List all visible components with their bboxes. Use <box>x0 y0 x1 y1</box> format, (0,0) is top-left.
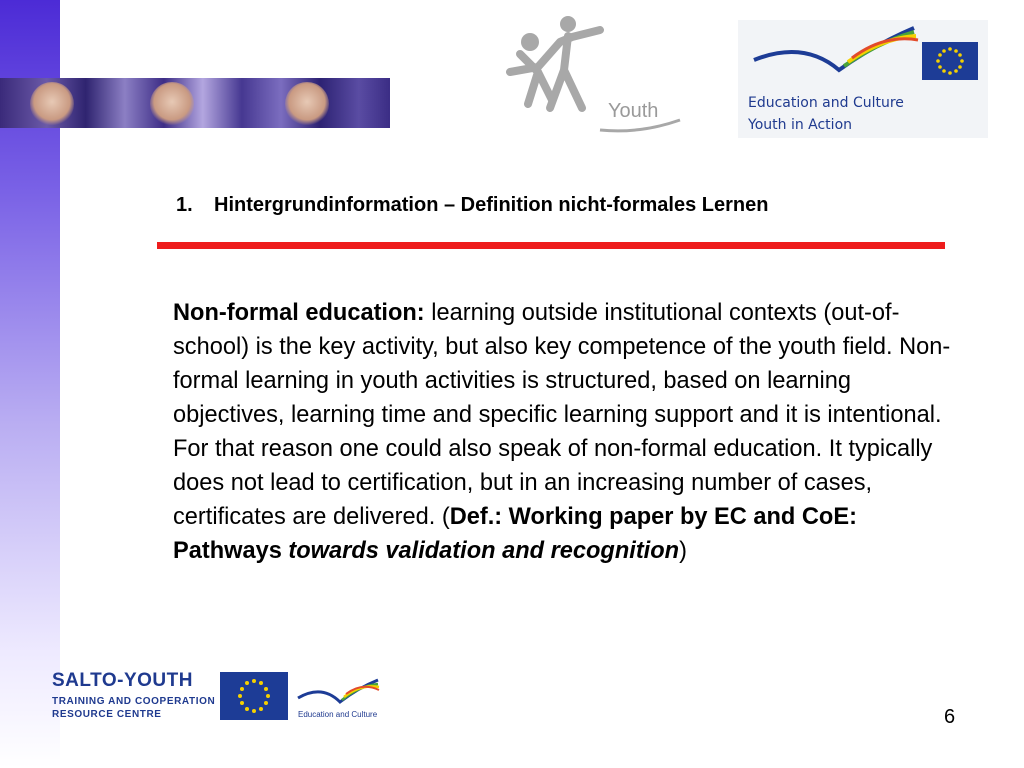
definition-paragraph <box>173 296 963 568</box>
face-photo <box>285 82 329 126</box>
eu-flag-icon <box>922 42 978 80</box>
title-number: 1. <box>176 194 193 216</box>
definition-source-italic: towards validation and recognition <box>288 538 680 564</box>
youth-figures-icon <box>490 12 690 137</box>
title-text: Hintergrundinformation – Definition nicht-formales Lernen <box>214 194 769 216</box>
face-photo <box>150 82 194 126</box>
ec-swoosh-icon <box>744 20 924 90</box>
youth-logo-text: Youth <box>608 100 659 122</box>
salto-line3: RESOURCE CENTRE <box>52 709 162 720</box>
definition-closing: ) <box>679 538 687 564</box>
eu-program-line2: Youth in Action <box>748 117 853 133</box>
footer-eu-flag-icon <box>220 672 288 720</box>
definition-source: Def.: Working paper by EC and CoE: Pathways <box>173 504 857 564</box>
footer-ec-text: Education and Culture <box>298 710 378 719</box>
definition-main: learning outside institutional contexts (out-of-school) is the key activity, but also key competence of the youth field. Non-formal learning in youth activities is structured, based on learning objectives, learning time and specific learning support and it is intentional. For that reason one could also speak of non-formal education. It typically does not lead to certification, but in an increasing number of cases, certificates are delivered. ( <box>173 300 951 530</box>
salto-line2: TRAINING AND COOPERATION <box>52 696 216 707</box>
eu-program-logo <box>738 20 988 138</box>
page-number: 6 <box>944 706 956 728</box>
salto-youth-logo <box>52 670 222 722</box>
salto-line1: SALTO-YOUTH <box>52 670 193 691</box>
youth-photo-strip <box>0 78 390 128</box>
slide-title <box>176 194 956 217</box>
eu-program-line1: Education and Culture <box>748 95 904 111</box>
face-photo <box>30 82 74 126</box>
title-divider <box>157 242 945 249</box>
youth-logo <box>490 12 690 137</box>
footer-ec-swoosh-icon <box>296 676 380 710</box>
definition-lead: Non-formal education: <box>173 300 425 326</box>
